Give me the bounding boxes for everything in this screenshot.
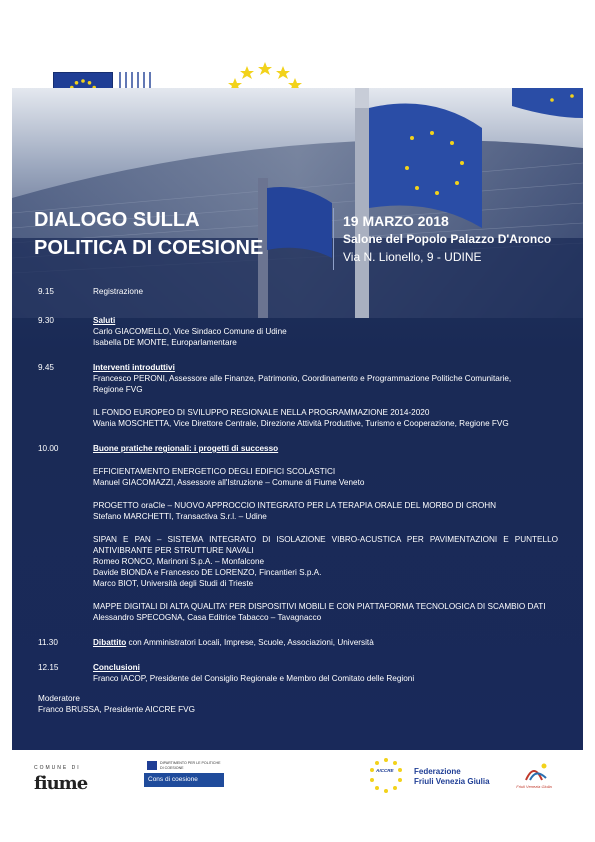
topic-line: PROGETTO oraCle – NUOVO APPROCCIO INTEGRATO PER LA TERAPIA ORALE DEL MORBO DI CROHN	[93, 501, 497, 510]
flags-building-illustration	[12, 88, 583, 318]
topic-line: MAPPE DIGITALI DI ALTA QUALITA' PER DISPOSITIVI MOBILI E CON PIATTAFORMA TECNOLOGICA DI SCAMBIO DATI	[93, 602, 546, 611]
speaker-line: Romeo RONCO, Marinoni S.p.A. – Monfalcone	[93, 557, 265, 566]
fvg-line-2: Friuli Venezia Giulia	[414, 777, 490, 786]
speaker-line: Manuel GIACOMAZZI, Assessore all'Istruzione – Comune di Fiume Veneto	[93, 478, 365, 487]
item-title: Interventi introduttivi	[93, 363, 175, 372]
speaker-line: Franco IACOP, Presidente del Consiglio Regionale e Membro del Comitato delle Regioni	[93, 674, 415, 683]
item-time: 9.30	[38, 316, 54, 325]
program-item	[38, 315, 558, 348]
speaker-line: Francesco PERONI, Assessore alle Finanze, Patrimonio, Coordinamento e Programmazione Politiche Comunitarie,	[93, 374, 512, 383]
moderator-block	[38, 693, 195, 715]
speaker-line: Regione FVG	[93, 385, 143, 394]
event-title	[34, 206, 263, 262]
footer-logos	[0, 750, 595, 842]
item-label: Registrazione	[93, 287, 144, 296]
star-ring-icon	[362, 756, 410, 796]
item-title: Conclusioni	[93, 663, 140, 672]
fiume-small-text: COMUNE DI	[34, 765, 81, 771]
speaker-line: Stefano MARCHETTI, Transactiva S.r.l. – Udine	[93, 512, 267, 521]
program-schedule	[38, 286, 558, 684]
item-title: Saluti	[93, 316, 116, 325]
regione-text: Friuli Venezia Giulia	[516, 784, 552, 789]
topic-line: ANTIVIBRANTE PER STRUTTURE NAVALI	[93, 546, 254, 555]
item-title: Buone pratiche regionali: i progetti di successo	[93, 444, 279, 453]
coesione-label: Cons di coesione	[144, 773, 224, 787]
aiccre-fvg-logo	[362, 756, 492, 796]
event-details	[343, 212, 551, 266]
speaker-line: Alessandro SPECOGNA, Casa Editrice Tabacco – Tavagnacco	[93, 613, 322, 622]
item-time: 10.00	[38, 444, 59, 453]
topic-line: EFFICIENTAMENTO ENERGETICO DEGLI EDIFICI SCOLASTICI	[93, 467, 336, 476]
item-detail: con Amministratori Locali, Imprese, Scuole, Associazioni, Università	[126, 638, 374, 647]
event-address: Via N. Lionello, 9 - UDINE	[343, 250, 482, 264]
program-item	[38, 443, 558, 623]
title-line-2: POLITICA DI COESIONE	[34, 237, 264, 259]
topic-line: SIPAN E PAN – SISTEMA INTEGRATO DI ISOLAZIONE VIBRO-ACUSTICA PER PAVIMENTAZIONI E PUNTELLO	[93, 535, 558, 544]
fvg-line-1: Federazione	[414, 767, 461, 776]
program-item	[38, 362, 558, 429]
speaker-line: Carlo GIACOMELLO, Vice Sindaco Comune di Udine	[93, 327, 287, 336]
topic-line: IL FONDO EUROPEO DI SVILUPPO REGIONALE NELLA PROGRAMMAZIONE 2014-2020	[93, 408, 430, 417]
program-item	[38, 286, 558, 297]
italy-emblem-icon	[147, 761, 157, 770]
speaker-line: Marco BIOT, Università degli Studi di Trieste	[93, 579, 254, 588]
fiume-logo-text: fiume	[34, 773, 88, 794]
regione-fvg-logo	[506, 760, 562, 796]
item-time: 9.45	[38, 363, 54, 372]
item-time: 9.15	[38, 287, 54, 296]
coesione-dept-text: DIPARTIMENTO PER LE POLITICHE DI COESIONE	[160, 761, 221, 770]
program-item	[38, 637, 558, 648]
speaker-line: Isabella DE MONTE, Europarlamentare	[93, 338, 237, 347]
comune-fiume-veneto-logo	[30, 759, 100, 793]
fvg-aiccre-name: AICCRE	[376, 768, 394, 773]
title-divider	[333, 208, 334, 270]
item-time: 11.30	[38, 638, 58, 647]
fvg-federation-text	[414, 767, 490, 787]
moderator-label: Moderatore	[38, 694, 80, 703]
program-item	[38, 662, 558, 684]
moderator-name: Franco BRUSSA, Presidente AICCRE FVG	[38, 705, 195, 714]
speaker-line: Davide BIONDA e Francesco DE LORENZO, Fincantieri S.p.A.	[93, 568, 322, 577]
item-title: Dibattito	[93, 638, 127, 647]
speaker-line: Wania MOSCHETTA, Vice Direttore Centrale, Direzione Attività Produttive, Turismo e Cooperazione, Regione FVG	[93, 419, 509, 428]
coesione-logo	[144, 760, 224, 790]
item-time: 12.15	[38, 663, 59, 672]
event-date: 19 MARZO 2018	[343, 213, 449, 229]
title-line-1: DIALOGO SULLA	[34, 209, 200, 231]
regione-emblem-icon	[506, 760, 562, 784]
event-venue: Salone del Popolo Palazzo D'Aronco	[343, 232, 552, 246]
